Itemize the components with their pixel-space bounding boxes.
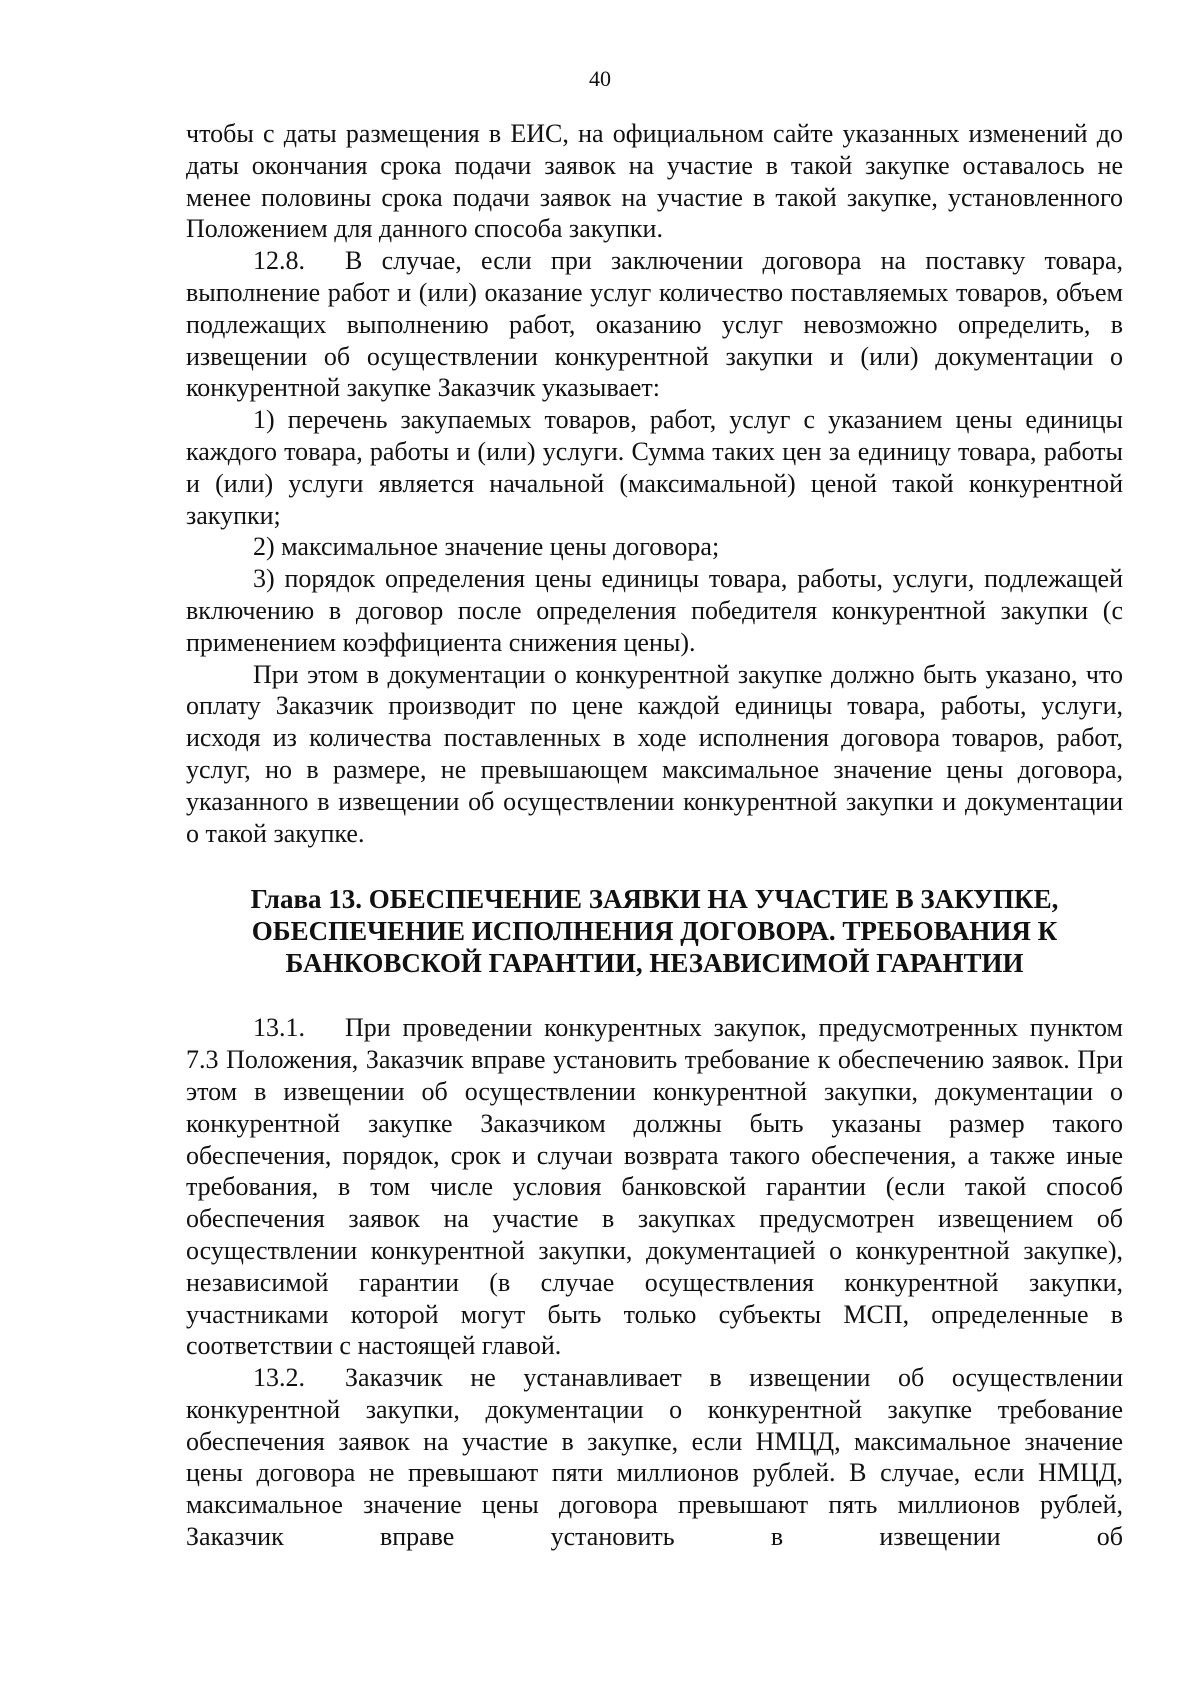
paragraph-payment-note: При этом в документации о конкурентной закупке должно быть указано, что оплату Заказчик производит по цене каждой единицы товара, работы, услуги, исходя из количества поставленных в ходе исполнения договора товаров, работ, услуг, но в размере, не превышающем максимальное значение цены договора, указанного в извещении об осуществлении конкурентной закупки и документации о такой закупке.	[186, 659, 1123, 848]
paragraph-number: 12.8.	[253, 246, 305, 276]
page-number: 40	[589, 66, 611, 91]
paragraph-number: 13.1.	[253, 1013, 305, 1043]
list-item-2: 2) максимальное значение цены договора;	[253, 532, 720, 562]
paragraph-continuation: чтобы с даты размещения в ЕИС, на официальном сайте указанных изменений до даты окончания срока подачи заявок на участие в такой закупке оставалось не менее половины срока подачи заявок на участие в такой закупке, установленного Положением для данного способа закупки.	[186, 119, 1123, 244]
list-item-1: 1) перечень закупаемых товаров, работ, услуг с указанием цены единицы каждого товара, работы и (или) услуги. Сумма таких цен за единицу товара, работы и (или) услуги является начальной (максимальной) ценой такой конкурентной закупки;	[186, 405, 1123, 530]
paragraph-text: В случае, если при заключении договора на поставку товара, выполнение работ и (или) оказание услуг количество поставляемых товаров, объем подлежащих выполнению работ, оказанию услуг невозможно определить, в извещении об осуществлении конкурентной закупки и (или) документации о конкурентной закупке Заказчик указывает:	[186, 246, 1123, 403]
paragraph-number: 13.2.	[253, 1363, 305, 1393]
chapter-heading-line-2: ОБЕСПЕЧЕНИЕ ИСПОЛНЕНИЯ ДОГОВОРА. ТРЕБОВАНИЯ К	[251, 916, 1058, 947]
chapter-heading-line-1: Глава 13. ОБЕСПЕЧЕНИЕ ЗАЯВКИ НА УЧАСТИЕ В ЗАКУПКЕ,	[250, 884, 1059, 915]
paragraph-text: При проведении конкурентных закупок, предусмотренных пунктом 7.3 Положения, Заказчик вправе установить требование к обеспечению заявок. При этом в извещении об осуществлении конкурентной закупки, документации о конкурентной закупке Заказчиком должны быть указаны размер такого обеспечения, порядок, срок и случаи возврата такого обеспечения, а также иные требования, в том числе условия банковской гарантии (если такой способ обеспечения заявок на участие в закупках предусмотрен извещением об осуществлении конкурентной закупки, документацией о конкурентной закупке), независимой гарантии (в случае осуществления конкурентной закупки, участниками которой могут быть только субъекты МСП, определенные в соответствии с настоящей главой.	[186, 1013, 1123, 1361]
chapter-heading	[186, 883, 1123, 979]
paragraph-text: Заказчик не устанавливает в извещении об осуществлении конкурентной закупки, документации о конкурентной закупке требование обеспечения заявок на участие в закупке, если НМЦД, максимальное значение цены договора не превышают пяти миллионов рублей. В случае, если НМЦД, максимальное значение цены договора превышают пять миллионов рублей, Заказчик вправе установить в извещении об	[186, 1363, 1123, 1552]
list-item-3: 3) порядок определения цены единицы товара, работы, услуги, подлежащей включению в договор после определения победителя конкурентной закупки (с применением коэффициента снижения цены).	[186, 564, 1123, 657]
paragraph-13-2	[186, 1362, 1123, 1553]
document-body	[186, 118, 1123, 1553]
paragraph-12-8	[186, 245, 1123, 404]
chapter-heading-line-3: БАНКОВСКОЙ ГАРАНТИИ, НЕЗАВИСИМОЙ ГАРАНТИИ	[285, 948, 1024, 979]
paragraph-13-1	[186, 1012, 1123, 1362]
